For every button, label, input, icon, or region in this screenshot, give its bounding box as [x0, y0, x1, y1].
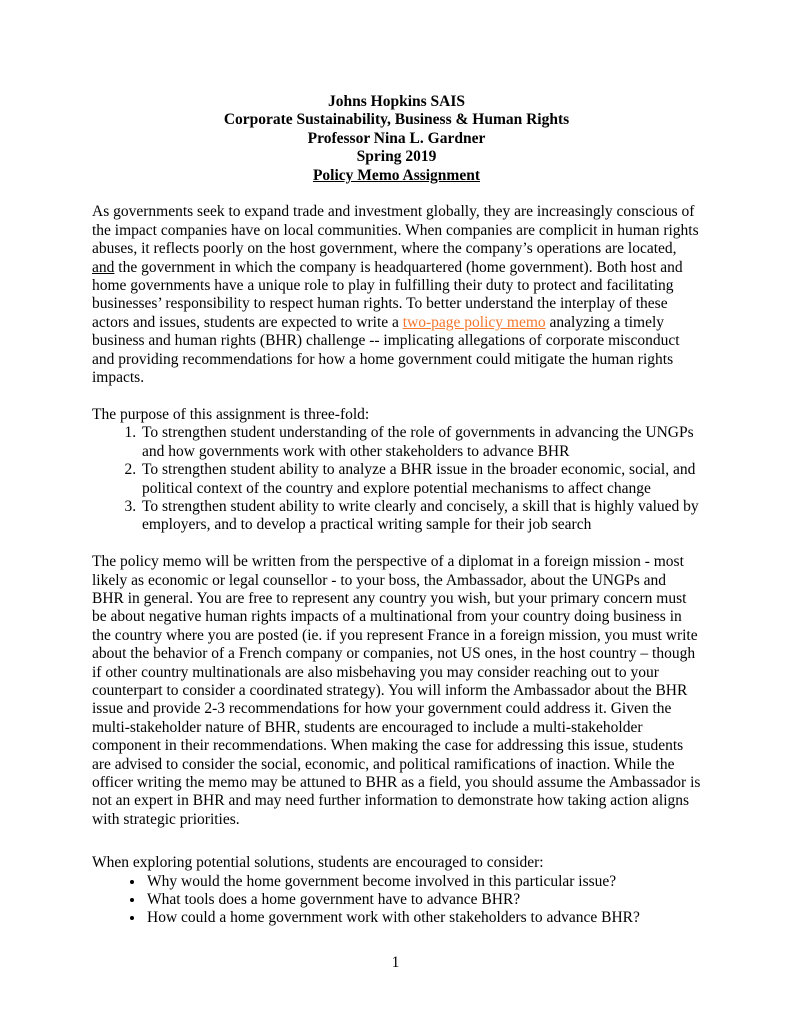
solutions-bullet-3: • How could a home government work with other stakeholders to advance BHR? — [145, 909, 701, 927]
purpose-list — [92, 424, 701, 534]
purpose-item-2: 2. To strengthen student ability to analyze a BHR issue in the broader economic, social, and political context of the country and explore potential mechanisms to affect change — [140, 461, 701, 498]
policy-memo-link[interactable]: two-page policy memo — [402, 313, 546, 331]
solutions-bullet-2: • What tools does a home government have to advance BHR? — [145, 891, 701, 909]
solutions-list — [92, 873, 701, 928]
document-content — [92, 93, 701, 928]
solutions-lead: When exploring potential solutions, students are encouraged to consider: — [92, 854, 544, 872]
page-number: 1 — [391, 954, 400, 971]
purpose-item-1: 1. To strengthen student understanding of the role of governments in advancing the UNGPs and how governments work with other stakeholders to advance BHR — [140, 424, 701, 461]
intro-paragraph — [92, 203, 701, 387]
purpose-section — [92, 406, 701, 535]
intro-segment-2: the government in which the company is headquartered (home government). Both host and home governments have a unique role to play in fulfilling their duty to protect and facilitating businesses’ responsibility to respect human rights. To better understand the interplay of these actors and issues, students are expected to write a — [92, 258, 683, 331]
intro-segment-1: As governments seek to expand trade and investment globally, they are increasingly conscious of the impact companies have on local communities. When companies are complicit in human rights abuses, it reflects poorly on the host government, where the company’s operations are located, — [92, 203, 699, 258]
solutions-bullet-1: • Why would the home government become involved in this particular issue? — [145, 873, 701, 891]
header-assignment-title: Policy Memo Assignment — [312, 166, 481, 184]
memo-description-paragraph: The policy memo will be written from the perspective of a diplomat in a foreign mission - most likely as economic or legal counsellor - to your boss, the Ambassador, about the UNGPs and BHR in general. You are free to represent any country you wish, but your primary concern must be about negative human rights impacts of a multinational from your country doing business in the country where you are posted (ie. if you represent France in a foreign mission, you must write about the behavior of a French company or companies, not US ones, in the host country – though if other country multinationals are also misbehaving you may consider reaching out to your counterpart to consider a coordinated strategy). You will inform the Ambassador about the BHR issue and provide 2-3 recommendations for how your government could address it. Given the multi-stakeholder nature of BHR, students are encouraged to include a multi-stakeholder component in their recommendations. When making the case for addressing this issue, students are advised to consider the social, economic, and political ramifications of inaction. While the officer writing the memo may be attuned to BHR as a field, you should assume the Ambassador is not an expert in BHR and may need further information to demonstrate how taking action aligns with strategic priorities. — [92, 553, 701, 828]
header-term: Spring 2019 — [356, 148, 437, 166]
header-professor: Professor Nina L. Gardner — [307, 129, 486, 147]
intro-segment-3: analyzing a timely business and human rights (BHR) challenge -- implicating allegations of corporate misconduct and providing recommendations for how a home government could mitigate the human rights impacts. — [92, 313, 680, 387]
solutions-section — [92, 854, 701, 928]
header-institution: Johns Hopkins SAIS — [328, 93, 465, 110]
purpose-lead: The purpose of this assignment is three-fold: — [92, 405, 370, 423]
purpose-item-3: 3. To strengthen student ability to write clearly and concisely, a skill that is highly valued by employers, and to develop a practical writing sample for their job search — [140, 498, 701, 535]
intro-underlined-word: and — [92, 258, 115, 276]
header-course-title: Corporate Sustainability, Business & Human Rights — [223, 111, 570, 129]
document-header — [92, 93, 701, 185]
